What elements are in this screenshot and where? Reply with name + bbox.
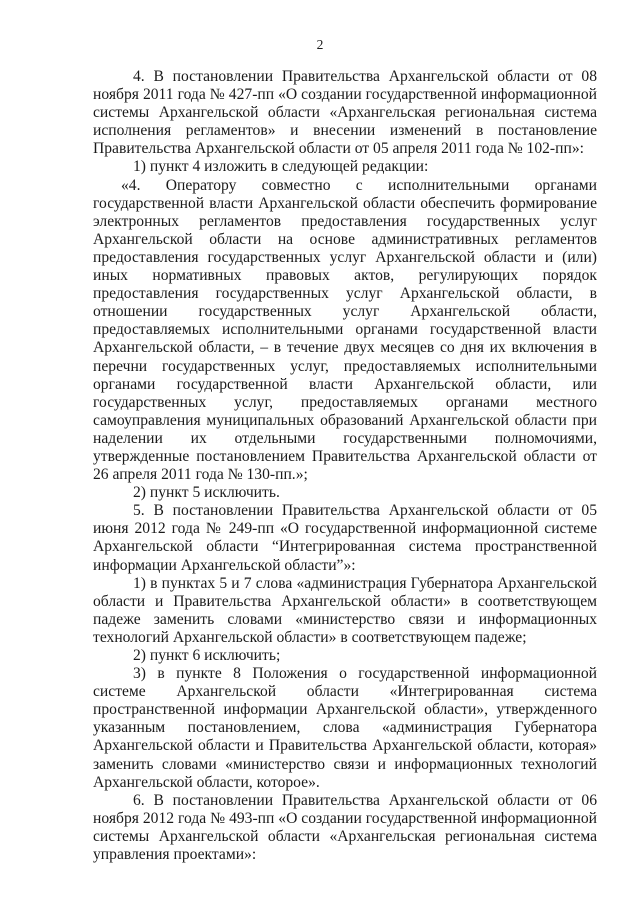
paragraph-subitem-3b: 3) в пункте 8 Положения о государственной информационной системе Архангельской области «Интегрированная система пространственной информации Архангельской области», утвержденного указанным постановлением, слова «администрация Губернатора Архангельской области и Правительства Архангельской области, которая» заменить словами «министерство связи и информационных технологий Архангельской области, которое».	[93, 665, 597, 791]
paragraph-quoted-point-4: «4. Оператору совместно с исполнительными органами государственной власти Архангельской области обеспечить формирование электронных регламентов предоставления государственных услуг Архангельской области на основе административных регламентов предоставления государственных услуг Архангельской области и (или) иных нормативных правовых актов, регулирующих порядок предоставления государственных услуг Архангельской области, в отношении государственных услуг Архангельской области, предоставляемых исполнительными органами государственной власти Архангельской области, – в течение двух месяцев со дня их включения в перечни государственных услуг, предоставляемых исполнительными органами государственной власти Архангельской области, или государственных услуг, предоставляемых органами местного самоуправления муниципальных образований Архангельской области при наделении их отдельными государственными полномочиями, утвержденные постановлением Правительства Архангельской области от 26 апреля 2011 года № 130-пп.»;	[93, 176, 597, 484]
paragraph-subitem-1: 1) пункт 4 изложить в следующей редакции:	[133, 158, 429, 176]
document-body	[93, 68, 597, 864]
page-number: 2	[316, 37, 324, 52]
paragraph-item-4: 4. В постановлении Правительства Архангельской области от 08 ноября 2011 года № 427-пп «О создании государственной информационной системы Архангельской области «Архангельская региональная система исполнения регламентов» и внесении изменений в постановление Правительства Архангельской области от 05 апреля 2011 года № 102-пп»:	[93, 68, 597, 158]
paragraph-item-6: 6. В постановлении Правительства Архангельской области от 06 ноября 2012 года № 493-пп «О создании государственной информационной системы Архангельской области «Архангельская региональная система управления проектами»:	[93, 791, 597, 864]
paragraph-subitem-2b: 2) пункт 6 исключить;	[133, 647, 281, 664]
paragraph-subitem-2: 2) пункт 5 исключить.	[133, 484, 280, 502]
paragraph-item-5: 5. В постановлении Правительства Архангельской области от 05 июня 2012 года № 249-пп «О государственной информационной системе Архангельской области “Интегрированная система пространственной информации Архангельской области”»:	[93, 502, 597, 574]
paragraph-subitem-1b: 1) в пунктах 5 и 7 слова «администрация Губернатора Архангельской области и Правительства Архангельской области» в соответствующем падеже заменить словами «министерство связи и информационных технологий Архангельской области» в соответствующем падеже;	[93, 574, 597, 646]
